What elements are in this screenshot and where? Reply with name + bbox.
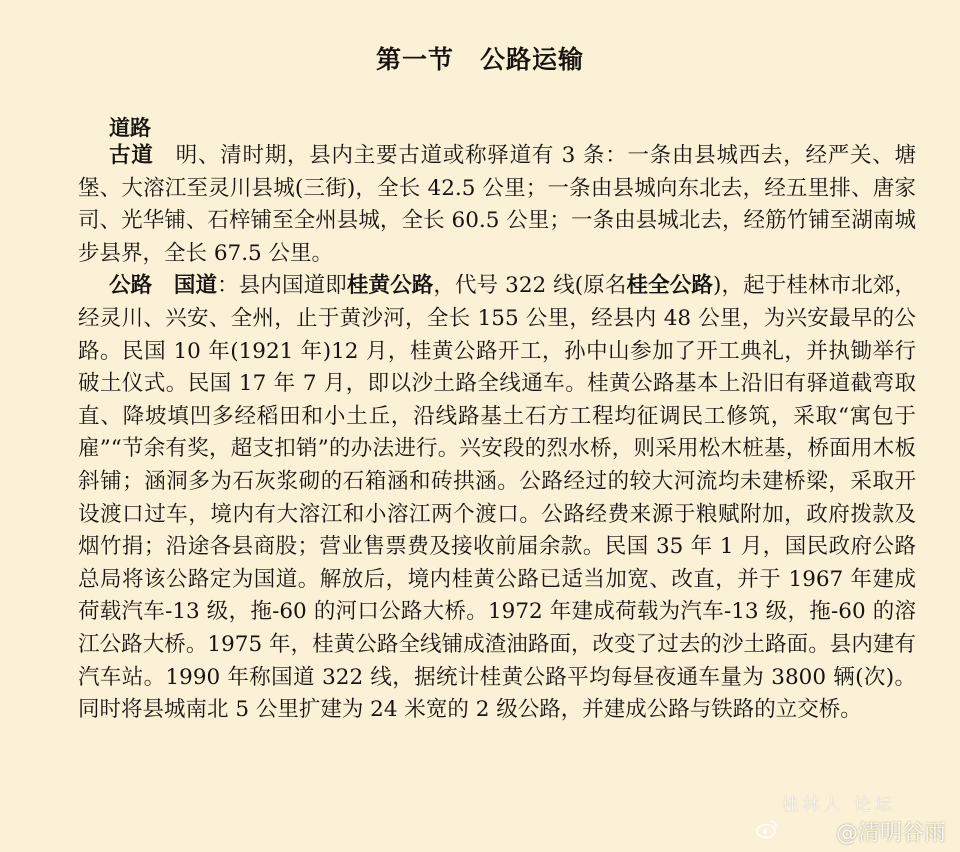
paragraph-ancient-roads	[78, 140, 916, 270]
watermark-forum-name: 桂林人 论坛	[781, 795, 896, 815]
body-text	[78, 140, 916, 727]
chapter-heading: 第一节 公路运输	[375, 45, 584, 74]
weibo-logo-icon	[756, 818, 778, 840]
watermark-author: @清明谷雨	[835, 821, 946, 846]
paragraph-text-segment: ：县内国道即	[217, 273, 347, 299]
paragraph-national-road	[78, 270, 916, 726]
paragraph-text-segment: ，代号 322 线(原名	[433, 273, 627, 299]
road-name-guihuang: 桂黄公路	[346, 273, 434, 299]
paragraph-label-national-road: 公路 国道	[109, 273, 218, 299]
paragraph-text-segment: )，起于桂林市北郊，经灵川、兴安、全州，止于黄沙河，全长 155 公里，经县内 48 公里，为兴安最早的公路。民国 10 年(1921 年)12 月，桂黄公路开工，孙中山参加了开工典礼，并执锄举行破土仪式。民国 17 年 7 月，即以沙土路全线通车。桂黄公路基本上沿旧有驿道截弯取直、降坡填凹多经稻田和小土丘，沿线路基土石方工程均征调民工修筑，采取“寓包于雇”“节余有奖，超支扣销”的办法进行。兴安段的烈水桥，则采用松木桩基，桥面用木板斜铺；涵洞多为石灰浆砌的石箱涵和砖拱涵。公路经过的较大河流均未建桥梁，采取开设渡口过车，境内有大溶江和小溶江两个渡口。公路经费来源于粮赋附加，政府拨款及烟竹捐；沿途各县商股；营业售票费及接收前届余款。民国 35 年 1 月，国民政府公路总局将该公路定为国道。解放后，境内桂黄公路已适当加宽、改直，并于 1967 年建成荷载汽车-13 级，拖-60 的河口公路大桥。1972 年建成荷载为汽车-13 级，拖-60 的溶江公路大桥。1975 年，桂黄公路全线铺成渣油路面，改变了过去的沙土路面。县内建有汽车站。1990 年称国道 322 线，据统计桂黄公路平均每昼夜通车量为 3800 辆(次)。同时将县城南北 5 公里扩建为 24 米宽的 2 级公路，并建成公路与铁路的立交桥。	[78, 273, 916, 723]
paragraph-label-ancient-roads: 古道	[109, 143, 154, 168]
watermark	[726, 780, 946, 848]
paragraph-text-ancient-roads: 明、清时期，县内主要古道或称驿道有 3 条：一条由县城西去，经严关、塘堡、大溶江至灵川县城(三街)，全长 42.5 公里；一条由县城向东北去，经五里排、唐家司、光华铺、石梓铺至全州县城，全长 60.5 公里；一条由县城北去，经筋竹铺至湖南城步县界，全长 67.5 公里。	[78, 143, 916, 266]
road-name-guiquan: 桂全公路	[626, 273, 713, 299]
section-title: 道路	[109, 115, 151, 140]
